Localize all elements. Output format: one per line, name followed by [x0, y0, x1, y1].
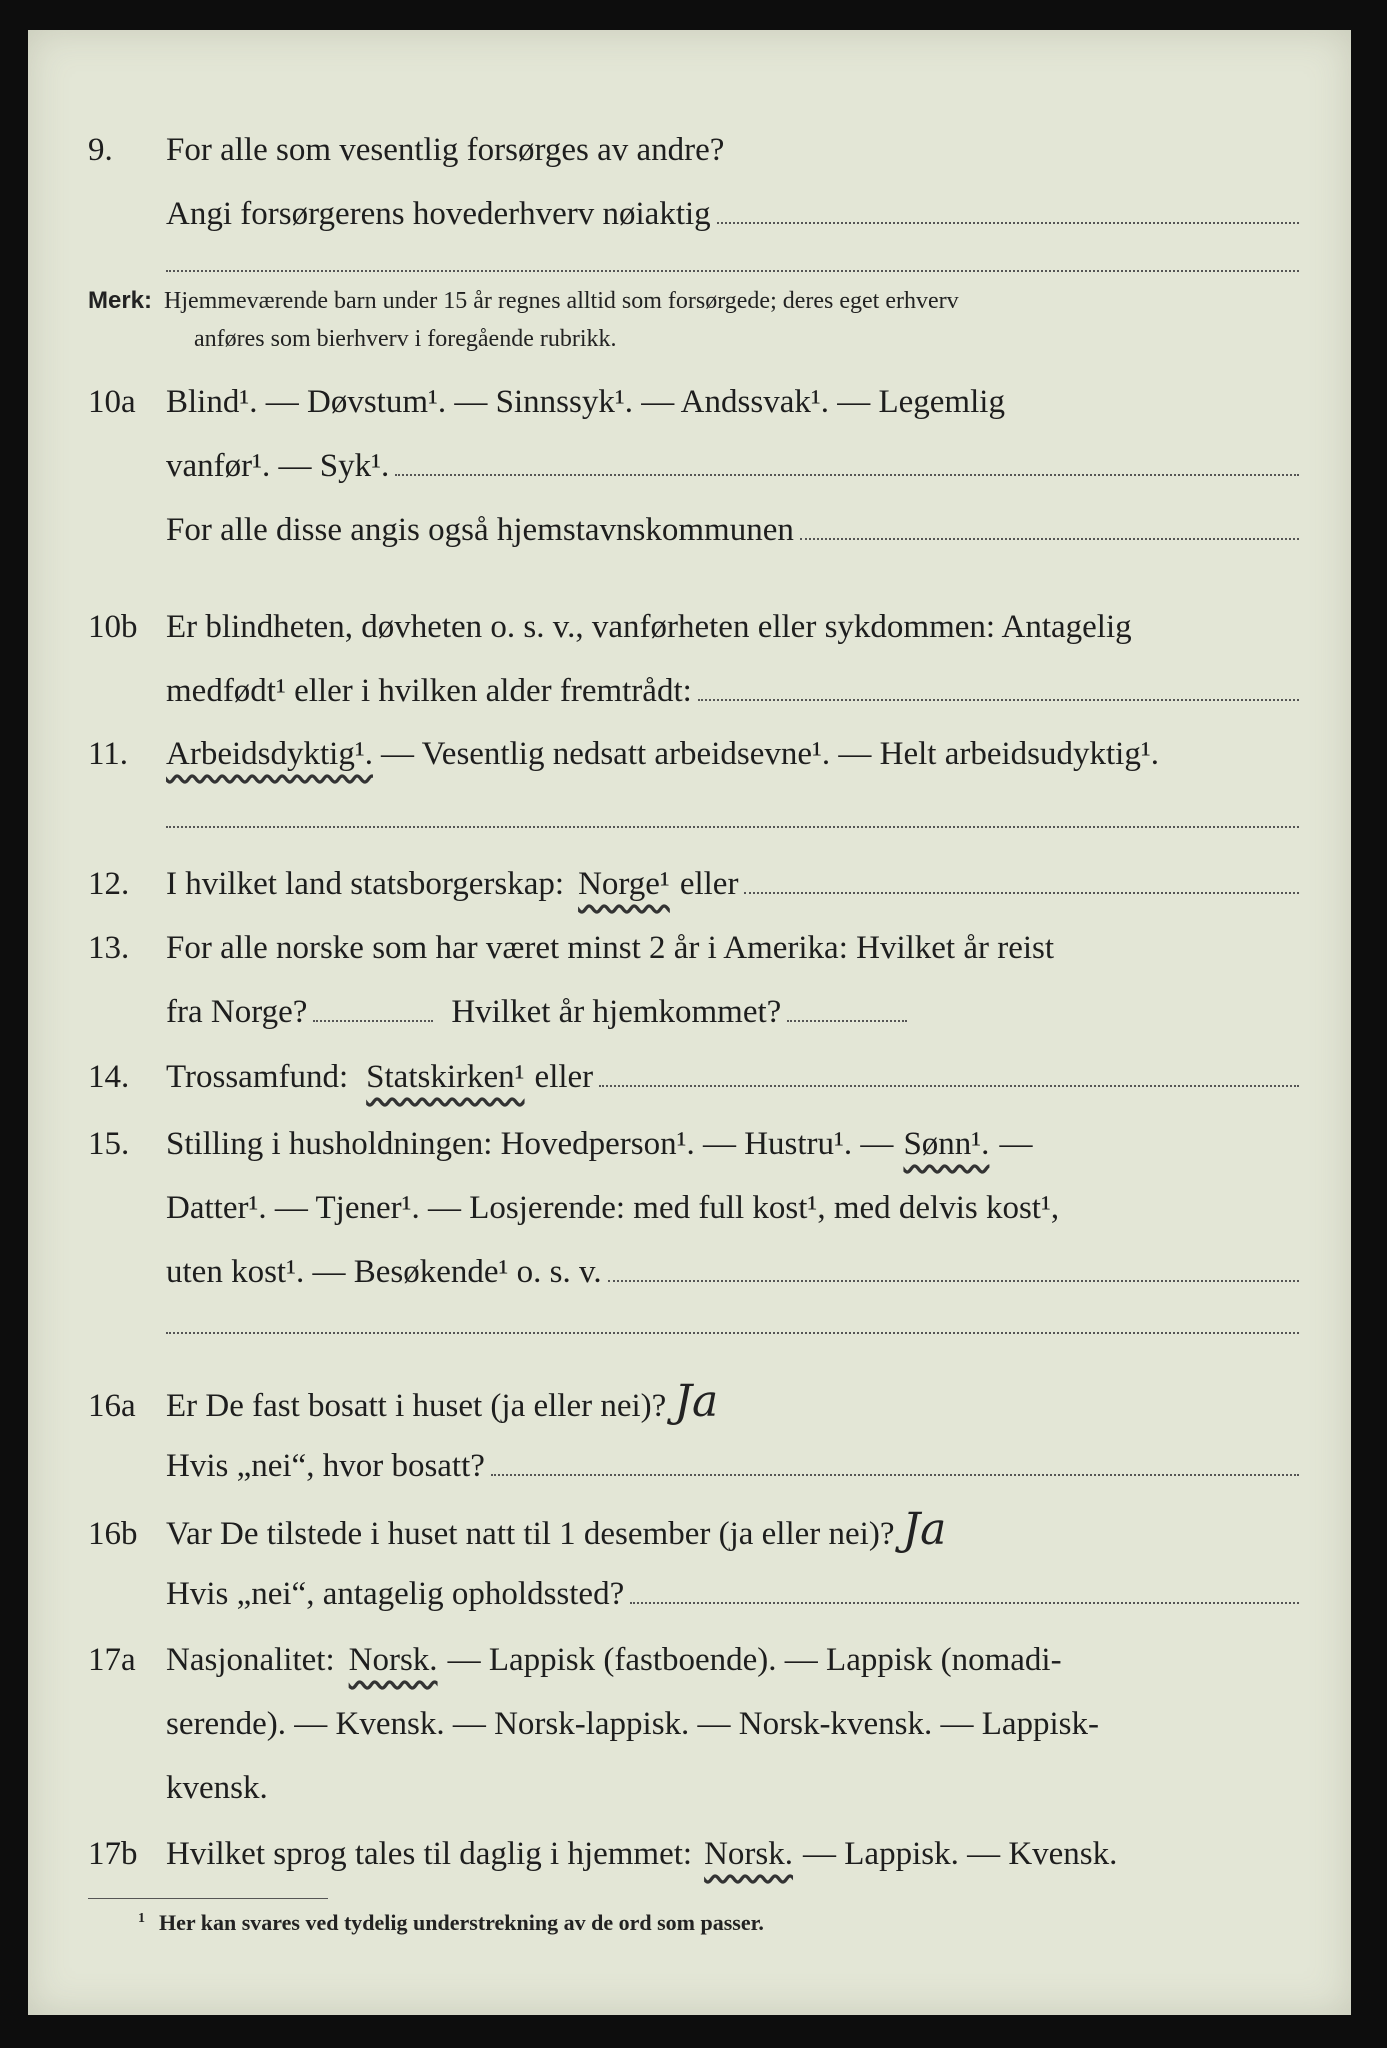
- question-12: [88, 852, 1299, 916]
- question-number: 13.: [88, 930, 130, 966]
- question-number: 10a: [88, 384, 136, 420]
- answer-blank[interactable]: [313, 1020, 433, 1022]
- selected-option[interactable]: Norsk.: [348, 1642, 438, 1678]
- question-text: —: [999, 1126, 1033, 1162]
- question-number: 12.: [88, 866, 130, 902]
- answer-blank[interactable]: [166, 1332, 1299, 1334]
- answer-blank[interactable]: [787, 1020, 907, 1022]
- question-text: I hvilket land statsborgerskap:: [166, 866, 565, 902]
- handwritten-answer[interactable]: Ja: [902, 1504, 947, 1555]
- question-number: 16b: [88, 1516, 138, 1552]
- question-number: 11.: [88, 736, 129, 772]
- question-number: 15.: [88, 1126, 130, 1162]
- answer-blank[interactable]: [491, 1474, 1299, 1476]
- question-number: 16a: [88, 1388, 136, 1424]
- question-text: medfødt¹ eller i hvilken alder fremtrådt:: [166, 673, 692, 709]
- note-label: Merk:: [88, 287, 153, 314]
- question-17a: [88, 1628, 1299, 1820]
- question-text: Hvis „nei“, antagelig opholdssted?: [166, 1576, 625, 1612]
- question-16a: [88, 1370, 1299, 1498]
- question-text: Var De tilstede i huset natt til 1 desember (ja eller nei)?: [166, 1516, 895, 1552]
- question-17b: [88, 1822, 1299, 1886]
- selected-option[interactable]: Norsk.: [704, 1836, 794, 1872]
- question-11: [88, 722, 1299, 786]
- footnote-divider: [88, 1898, 328, 1899]
- note-merk: [88, 282, 1299, 358]
- question-text: Er blindheten, døvheten o. s. v., vanførheten eller sykdommen: Antagelig: [166, 609, 1132, 645]
- selected-option[interactable]: Statskirken¹: [366, 1059, 525, 1095]
- question-number: 9.: [88, 132, 113, 168]
- question-13: [88, 916, 1299, 1044]
- question-text: eller: [679, 866, 739, 902]
- question-10a: [88, 370, 1299, 562]
- question-text: — Vesentlig nedsatt arbeidsevne¹. — Helt arbeidsudyktig¹.: [380, 736, 1159, 772]
- question-text: serende). — Kvensk. — Norsk-lappisk. — Norsk-kvensk. — Lappisk-: [166, 1706, 1100, 1742]
- question-number: 14.: [88, 1059, 130, 1095]
- answer-blank[interactable]: [395, 474, 1299, 476]
- question-text: Datter¹. — Tjener¹. — Losjerende: med full kost¹, med delvis kost¹,: [166, 1190, 1060, 1226]
- answer-blank[interactable]: [800, 538, 1299, 540]
- question-text: Hvilket sprog tales til daglig i hjemmet:: [166, 1836, 693, 1872]
- question-10b: [88, 595, 1299, 723]
- question-text: — Lappisk (fastboende). — Lappisk (nomadi-: [447, 1642, 1062, 1678]
- question-text: Hvis „nei“, hvor bosatt?: [166, 1448, 485, 1484]
- question-text: kvensk.: [166, 1770, 268, 1806]
- footnote-mark: 1: [138, 1910, 145, 1926]
- question-14: [88, 1045, 1299, 1109]
- question-number: 17a: [88, 1642, 136, 1678]
- answer-blank[interactable]: [608, 1280, 1299, 1282]
- census-form-page: [28, 30, 1351, 2015]
- question-text: For alle disse angis også hjemstavnskommunen: [166, 512, 794, 548]
- question-text: Angi forsørgerens hovederhverv nøiaktig: [166, 196, 711, 232]
- question-text: vanfør¹. — Syk¹.: [166, 448, 390, 484]
- footnote-text: Her kan svares ved tydelig understrekning av de ord som passer.: [159, 1910, 764, 1935]
- note-text: Hjemmeværende barn under 15 år regnes alltid som forsørgede; deres eget erhverv: [164, 288, 959, 314]
- question-text: Blind¹. — Døvstum¹. — Sinnssyk¹. — Andssvak¹. — Legemlig: [166, 384, 1005, 420]
- question-text: eller: [534, 1059, 594, 1095]
- selected-option[interactable]: Arbeidsdyktig¹.: [166, 736, 373, 772]
- question-text: For alle norske som har været minst 2 år i Amerika: Hvilket år reist: [166, 930, 1055, 966]
- handwritten-answer[interactable]: Ja: [674, 1376, 719, 1427]
- question-text: uten kost¹. — Besøkende¹ o. s. v.: [166, 1254, 602, 1290]
- selected-option[interactable]: Sønn¹.: [903, 1126, 990, 1162]
- answer-blank[interactable]: [698, 699, 1299, 701]
- question-text: Er De fast bosatt i huset (ja eller nei)?: [166, 1388, 667, 1424]
- selected-option[interactable]: Norge¹: [578, 866, 670, 902]
- question-9: [88, 118, 1299, 246]
- question-number: 10b: [88, 609, 138, 645]
- question-text: For alle som vesentlig forsørges av andre?: [166, 132, 725, 168]
- note-text: anføres som bierhverv i foregående rubrikk.: [194, 326, 617, 352]
- question-number: 17b: [88, 1836, 138, 1872]
- question-text: — Lappisk. — Kvensk.: [803, 1836, 1118, 1872]
- question-text: fra Norge?: [166, 994, 308, 1030]
- question-text: Nasjonalitet:: [166, 1642, 335, 1678]
- answer-blank[interactable]: [166, 270, 1299, 272]
- question-text: Trossamfund:: [166, 1059, 349, 1095]
- answer-blank[interactable]: [717, 222, 1299, 224]
- footnote: [138, 1910, 764, 1936]
- answer-blank[interactable]: [599, 1085, 1299, 1087]
- answer-blank[interactable]: [166, 826, 1299, 828]
- answer-blank[interactable]: [630, 1602, 1299, 1604]
- question-text: Hvilket år hjemkommet?: [451, 994, 782, 1030]
- question-16b: [88, 1498, 1299, 1626]
- question-text: Stilling i husholdningen: Hovedperson¹. — Hustru¹. —: [166, 1126, 894, 1162]
- question-15: [88, 1112, 1299, 1304]
- answer-blank[interactable]: [744, 892, 1299, 894]
